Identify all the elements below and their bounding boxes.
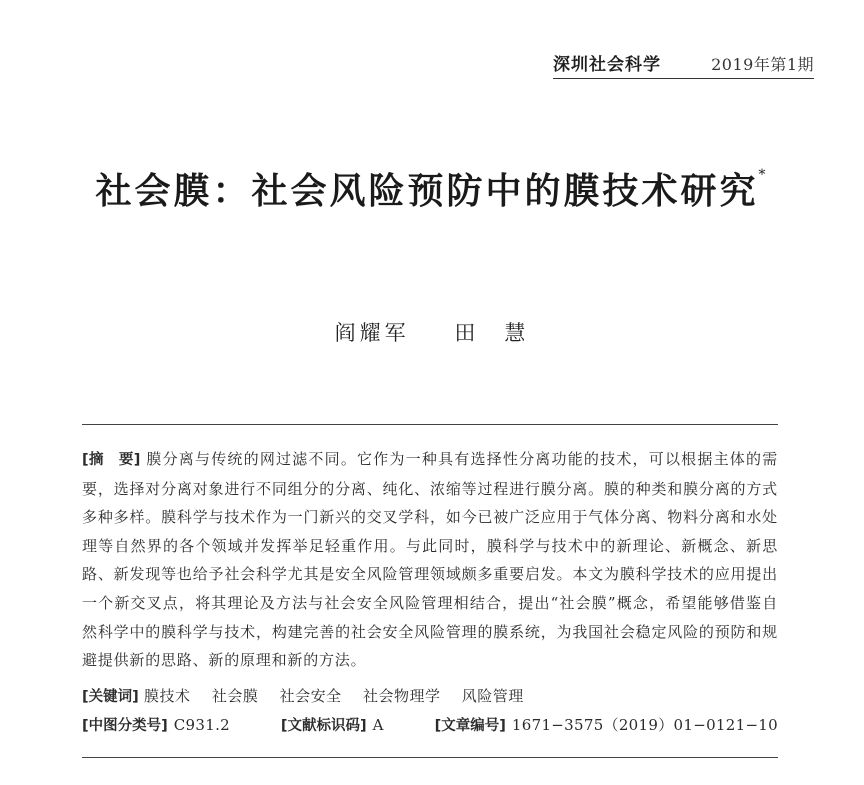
journal-name: 深圳社会科学 (553, 55, 661, 75)
article-number-value: 1671−3575（2019）01−0121−10 (511, 716, 778, 734)
keyword: 社会物理学 (362, 687, 441, 705)
clc-group (82, 714, 230, 735)
abstract-label: [摘 要] (82, 452, 141, 468)
running-header (553, 50, 814, 79)
bottom-divider (82, 757, 778, 758)
keyword: 膜技术 (144, 687, 191, 705)
author-name: 田 慧 (454, 321, 530, 345)
keyword: 风险管理 (461, 687, 524, 705)
clc-value: C931.2 (173, 716, 230, 734)
abstract-text: 膜分离与传统的网过滤不同。它作为一种具有选择性分离功能的技术，可以根据主体的需要，选择对分离对象进行不同组分的分离、纯化、浓缩等过程进行膜分离。膜的种类和膜分离的方式多种多样。膜科学与技术作为一门新兴的交叉学科，如今已被广泛应用于气体分离、物料分离和水处理等自然界的各个领域并发挥举足轻重作用。与此同时，膜科学与技术中的新理论、新概念、新思路、新发现等也给予社会科学尤其是安全风险管理领域颇多重要启发。本文为膜科学技术的应用提出一个新交叉点，将其理论及方法与社会安全风险管理相结合，提出“社会膜”概念，希望能够借鉴自然科学中的膜科学与技术，构建完善的社会安全风险管理的膜系统，为我国社会稳定风险的预防和规避提供新的思路、新的原理和新的方法。 (82, 450, 778, 670)
keyword: 社会膜 (211, 687, 259, 705)
keyword: 社会安全 (279, 687, 342, 705)
classification-line (82, 714, 778, 735)
title-footnote-mark: * (758, 167, 769, 183)
keywords-label: [关键词] (82, 689, 139, 705)
clc-label: [中图分类号] (82, 718, 168, 734)
abstract-block (82, 445, 778, 675)
top-divider (82, 424, 778, 425)
author-name: 阎耀军 (334, 321, 410, 345)
doc-code-label: [文献标识码] (280, 718, 367, 734)
doc-code-group (281, 714, 384, 735)
paper-title-text: 社会膜：社会风险预防中的膜技术研究 (95, 170, 759, 212)
issue-number: 2019年第1期 (711, 55, 814, 74)
doc-code-value: A (372, 716, 384, 734)
article-number-group (435, 714, 778, 735)
paper-title (60, 163, 804, 214)
author-list (0, 317, 864, 347)
keywords-line (82, 685, 778, 706)
article-number-label: [文章编号] (434, 718, 506, 734)
